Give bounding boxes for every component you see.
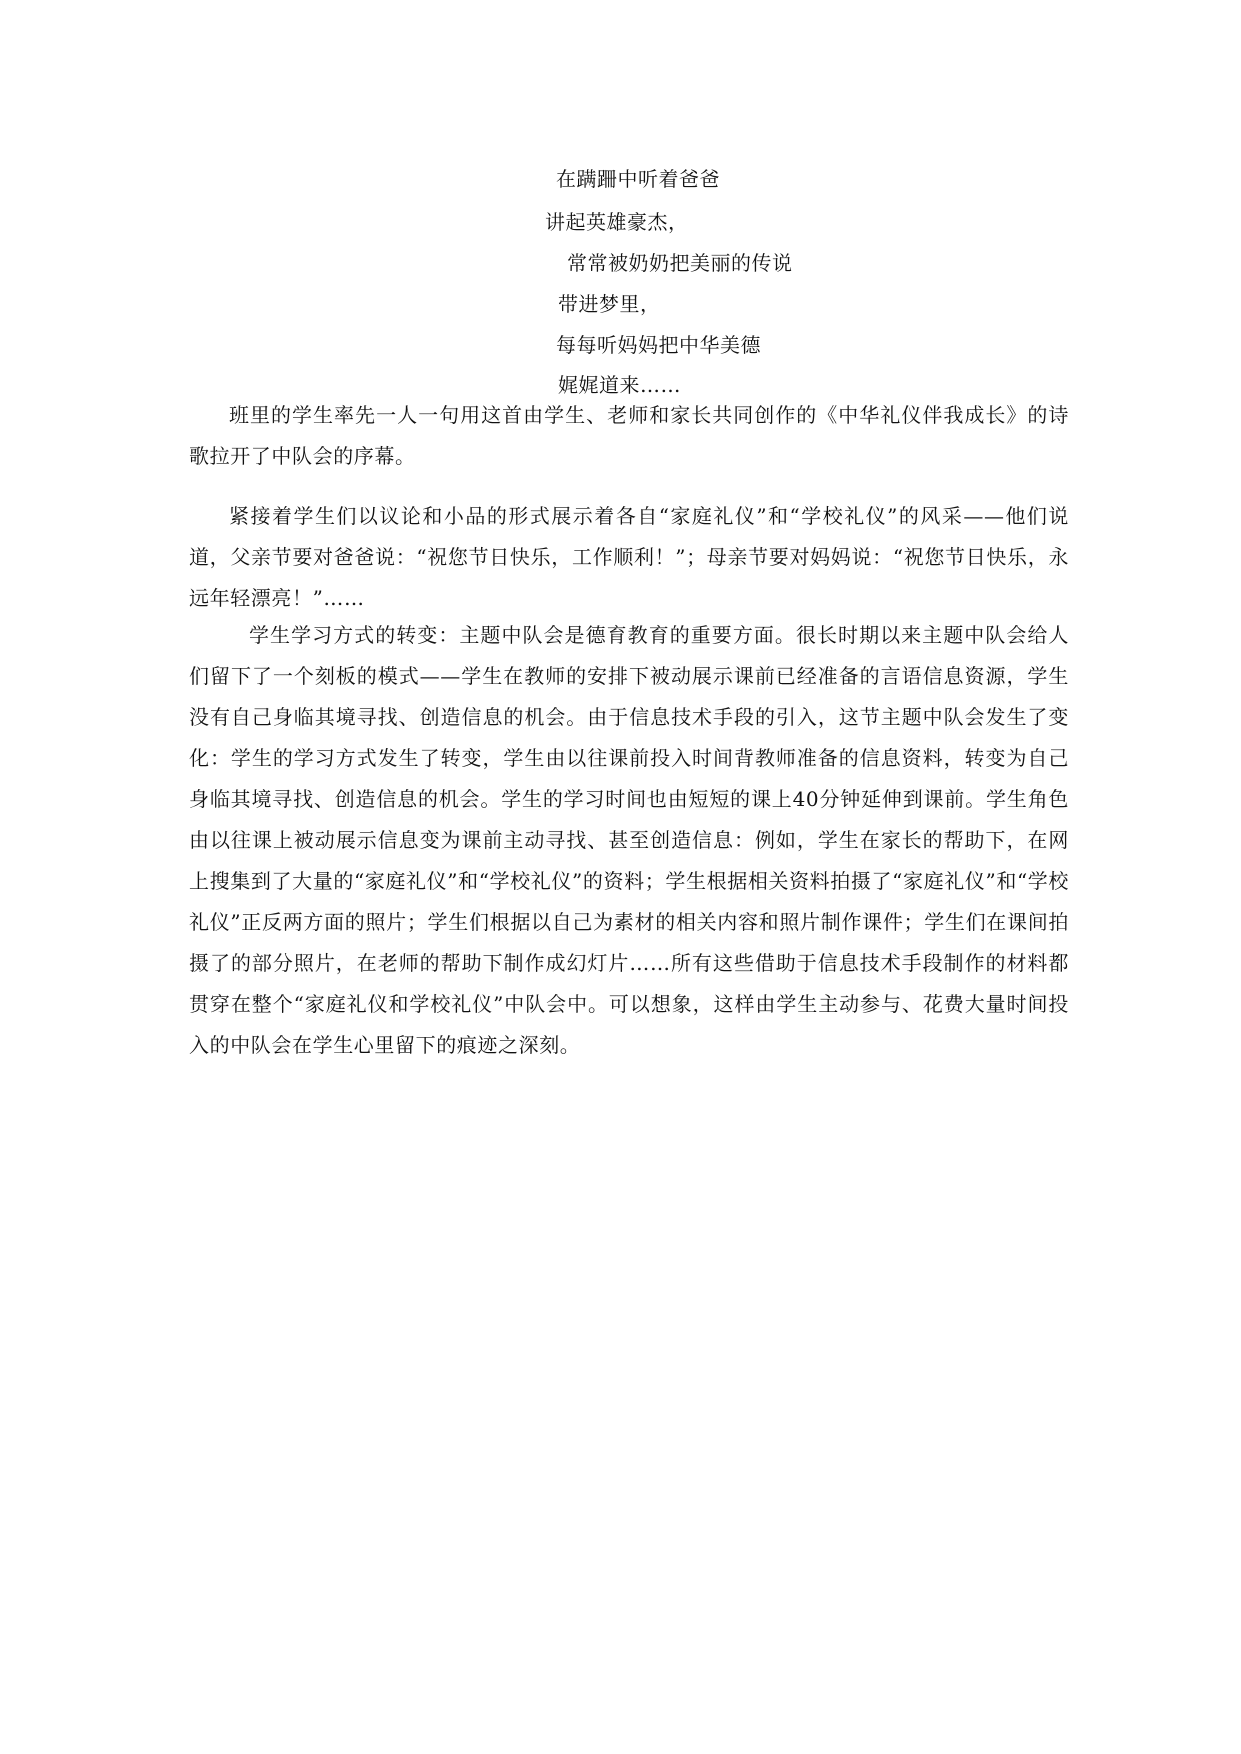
poem-line-4: 带进梦里， xyxy=(558,292,661,316)
poem-line-6: 娓娓道来…… xyxy=(558,373,681,397)
paragraph-intro: 班里的学生率先一人一句用这首由学生、老师和家长共同创作的《中华礼仪伴我成长》的诗歌拉开了中队会的序幕。 xyxy=(189,403,1069,468)
poem-line-5: 每每听妈妈把中华美德 xyxy=(556,333,761,357)
poem-line-3: 常常被奶奶把美丽的传说 xyxy=(567,251,793,275)
paragraph-learning-change: 学生学习方式的转变：主题中队会是德育教育的重要方面。很长时期以来主题中队会给人们留下了一个刻板的模式——学生在教师的安排下被动展示课前已经准备的言语信息资源，学生没有自己身临其境寻找、创造信息的机会。由于信息技术手段的引入，这节主题中队会发生了变化：学生的学习方式发生了转变，学生由以往课前投入时间背教师准备的信息资料，转变为自己身临其境寻找、创造信息的机会。学生的学习时间也由短短的课上40分钟延伸到课前。学生角色由以往课上被动展示信息变为课前主动寻找、甚至创造信息：例如，学生在家长的帮助下，在网上搜集到了大量的“家庭礼仪”和“学校礼仪”的资料；学生根据相关资料拍摄了“家庭礼仪”和“学校礼仪”正反两方面的照片；学生们根据以自己为素材的相关内容和照片制作课件；学生们在课间拍摄了的部分照片，在老师的帮助下制作成幻灯片……所有这些借助于信息技术手段制作的材料都贯穿在整个“家庭礼仪和学校礼仪”中队会中。可以想象，这样由学生主动参与、花费大量时间投入的中队会在学生心里留下的痕迹之深刻。 xyxy=(189,623,1069,1057)
poem-line-2: 讲起英雄豪杰， xyxy=(545,210,689,234)
paragraph-activities: 紧接着学生们以议论和小品的形式展示着各自“家庭礼仪”和“学校礼仪”的风采——他们说道，父亲节要对爸爸说：“祝您节日快乐，工作顺利！”；母亲节要对妈妈说：“祝您节日快乐，永远年轻漂亮！”…… xyxy=(189,504,1069,610)
poem-line-1: 在蹒跚中听着爸爸 xyxy=(556,167,720,191)
